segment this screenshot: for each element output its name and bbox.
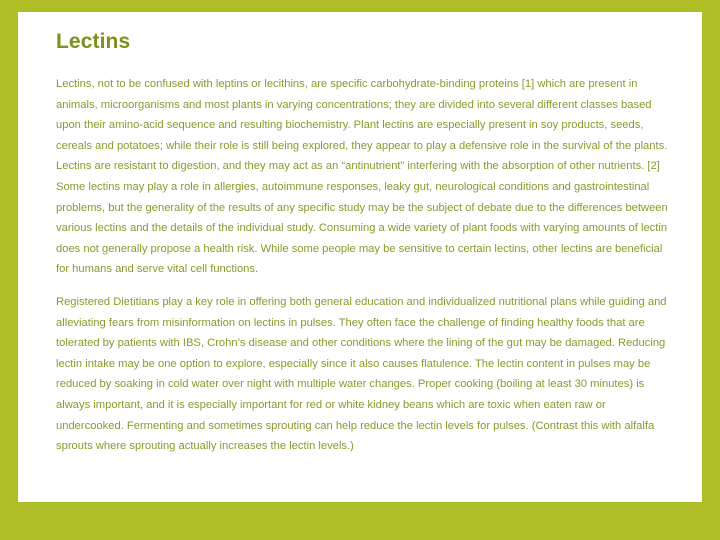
paragraph-2: Registered Dietitians play a key role in offering both general education and individualized nutritional plans while guiding and alleviating fears from misinformation on lectins in pulses. They often face the challenge of finding healthy foods that are tolerated by patients with IBS, Crohn’s disease and other conditions where the lining of the gut may be damaged. Reducing lectin intake may be one option to explore, especially since it also causes flatulence. The lectin content in pulses may be reduced by soaking in cold water over night with multiple water changes. Proper cooking (boiling at least 30 minutes) is always important, and it is especially important for red or white kidney beans which are toxic when eaten raw or undercooked. Fermenting and sometimes sprouting can help reduce the lectin levels for pulses. (Contrast this with alfalfa sprouts where sprouting actually increases the lectin levels.) (56, 295, 667, 453)
content-panel (18, 12, 702, 502)
body-text-block (38, 74, 676, 457)
page-title: Lectins (56, 30, 131, 53)
paragraph-1: Lectins, not to be confused with leptins or lecithins, are specific carbohydrate-binding proteins [1] which are present in animals, microorganisms and most plants in varying concentrations; they are divided into several different classes based upon their amino-acid sequence and resulting biochemistry. Plant lectins are especially present in soy products, seeds, cereals and potatoes; while their role is still being explored, they appear to play a defensive role in the survival of the plants. Lectins are resistant to digestion, and they may act as an “antinutrient” interfering with the absorption of other nutrients. [2] Some lectins may play a role in allergies, autoimmune responses, leaky gut, neurological conditions and gastrointestinal problems, but the generality of the results of any specific study may be the subject of debate due to the differences between various lectins and the details of the individual study. Consuming a wide variety of plant foods with varying amounts of lectin does not generally propose a health risk. While some people may be sensitive to certain lectins, other lectins are beneficial for humans and serve vital cell functions. (56, 78, 668, 276)
title-body-spacer (38, 56, 676, 74)
